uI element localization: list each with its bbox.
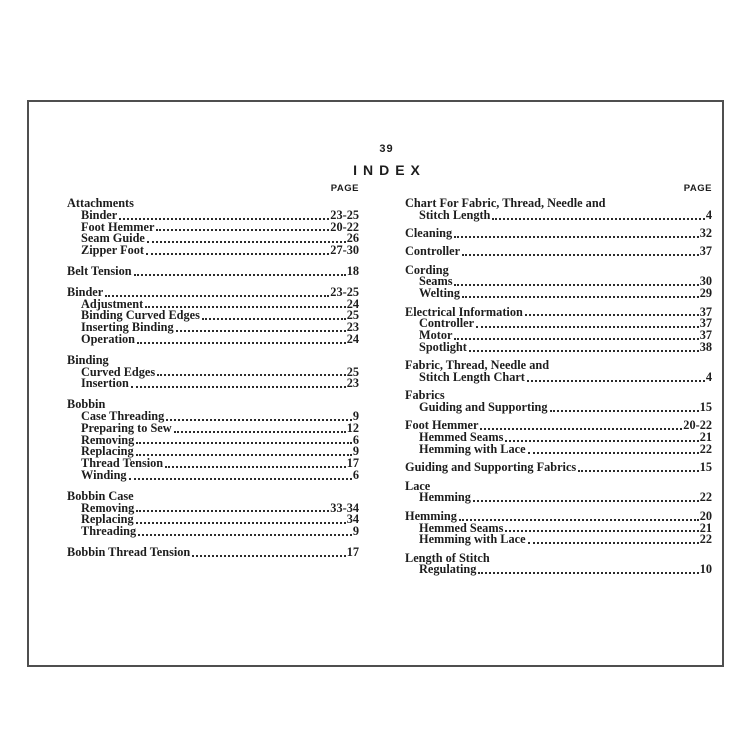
entry-page: 6 [352,467,359,482]
index-block [405,304,712,354]
index-block [67,399,359,482]
entry-page: 4 [705,207,712,222]
index-entry [67,544,359,559]
index-column-left [67,183,359,576]
dot-leader [138,534,352,536]
index-entry [405,288,712,300]
dot-leader [550,410,699,412]
dot-leader [476,326,699,328]
entry-page: 10 [699,562,712,577]
dot-leader [174,431,346,433]
entry-label: Fabrics [405,388,445,403]
dot-leader [505,530,698,532]
page-column-header-right: PAGE [683,183,712,194]
entry-label: Removing [81,500,135,515]
index-block [405,228,712,240]
page-column-header-left: PAGE [330,183,359,194]
entry-label: Motor [419,328,453,343]
index-entry [405,372,712,384]
entry-page: 20 [699,508,712,523]
entry-label: Electrical Information [405,304,523,319]
entry-page: 27-30 [330,243,359,258]
entry-label: Zipper Foot [81,243,144,258]
entry-page: 9 [352,408,359,423]
entry-page: 32 [699,226,712,241]
entry-page: 24 [346,331,359,346]
dot-leader [528,452,699,454]
entry-label: Seams [419,274,453,289]
index-column-right [405,183,712,576]
entry-page: 9 [352,444,359,459]
dot-leader [480,428,682,430]
dot-leader [136,510,329,512]
index-block [67,263,359,278]
index-block [67,198,359,257]
dot-leader [525,314,699,316]
dot-leader [473,500,699,502]
entry-label: Binding Curved Edges [81,308,200,323]
index-entries-right [405,198,712,576]
index-columns [29,183,722,576]
index-block [405,262,712,301]
index-block [67,488,359,539]
entry-page: 37 [699,304,712,319]
dot-leader [527,380,705,382]
entry-label: Adjustment [81,296,144,311]
entry-page: 20-22 [330,219,359,234]
index-block [405,246,712,258]
entry-label: Seam Guide [81,231,145,246]
entry-label: Curved Edges [81,364,156,379]
dot-leader [157,374,346,376]
dot-leader [131,386,346,388]
dot-leader [134,274,346,276]
entry-label: Controller [419,316,475,331]
index-entry [405,462,712,474]
dot-leader [528,542,699,544]
index-entry [405,228,712,240]
entry-page: 23 [346,376,359,391]
dot-leader [146,253,329,255]
entry-label: Cleaning [405,226,453,241]
index-entry [405,207,712,222]
dot-leader [136,454,352,456]
dot-leader [492,218,704,220]
dot-leader [137,342,346,344]
dot-leader [147,241,346,243]
entry-label: Attachments [67,196,134,210]
index-entry [67,378,359,390]
index-block [405,550,712,577]
dot-leader [192,555,345,557]
entry-label: Threading [81,524,137,539]
entry-label: Bobbin Case [67,488,134,503]
entry-label: Thread Tension [81,456,164,471]
index-block [67,284,359,346]
dot-leader [578,470,699,472]
entry-label: Foot Hemmer [405,418,479,433]
entry-label: Case Threading [81,408,165,423]
entry-page: 17 [346,456,359,471]
index-entry [405,534,712,546]
index-entry [67,467,359,482]
entry-label: Operation [81,331,135,346]
dot-leader [469,350,699,352]
dot-leader [166,419,352,421]
entry-page: 23 [346,320,359,335]
entry-page: 15 [699,460,712,475]
index-block [405,198,712,222]
entry-label: Hemming [405,508,457,523]
dot-leader [136,522,346,524]
index-block [67,544,359,559]
index-block [405,462,712,474]
entry-page: 23-25 [330,207,359,222]
index-entry [67,263,359,278]
entry-page: 29 [699,286,712,301]
entry-page: 25 [346,308,359,323]
entry-label: Inserting Binding [81,320,174,335]
entry-label: Stitch Length Chart [419,370,525,385]
page-number: 39 [379,143,394,155]
entry-page: 26 [346,231,359,246]
entry-page: 22 [699,532,712,547]
dot-leader [176,330,346,332]
index-block [405,390,712,414]
index-entries-left [67,198,359,559]
index-block [405,508,712,547]
entry-page: 34 [346,512,359,527]
entry-page: 37 [699,316,712,331]
index-entry [405,246,712,258]
entry-label: Hemmed Seams [419,430,504,445]
index-entry [405,444,712,456]
index-entry [405,564,712,576]
index-title: INDEX [353,162,426,178]
entry-page: 30 [699,274,712,289]
entry-page: 21 [699,430,712,445]
dot-leader [462,254,699,256]
entry-label: Belt Tension [67,263,132,278]
dot-leader [202,318,346,320]
index-block [405,360,712,384]
entry-label: Binder [67,284,104,299]
index-entry [67,245,359,257]
entry-page: 33-34 [330,500,359,515]
entry-label: Hemming with Lace [419,532,526,547]
entry-page: 9 [352,524,359,539]
entry-page: 18 [346,263,359,278]
entry-page: 37 [699,328,712,343]
page-border [27,100,724,667]
entry-page: 17 [346,544,359,559]
entry-label: Regulating [419,562,477,577]
entry-page: 24 [346,296,359,311]
index-block [405,420,712,455]
entry-label: Fabric, Thread, Needle and [405,358,550,373]
entry-page: 15 [699,400,712,415]
entry-label: Cording [405,262,449,277]
dot-leader [129,478,352,480]
dot-leader [478,572,698,574]
entry-label: Chart For Fabric, Thread, Needle and [405,196,606,210]
entry-label: Hemming with Lace [419,442,526,457]
entry-label: Replacing [81,444,134,459]
entry-page: 22 [699,490,712,505]
entry-label: Bobbin Thread Tension [67,544,191,559]
entry-label: Bobbin [67,397,106,412]
entry-label: Guiding and Supporting [419,400,548,415]
entry-label: Guiding and Supporting Fabrics [405,460,577,475]
entry-page: 38 [699,339,712,354]
entry-label: Controller [405,244,461,259]
entry-label: Lace [405,478,431,493]
entry-label: Foot Hemmer [81,219,155,234]
entry-label: Stitch Length [419,207,491,222]
entry-page: 25 [346,364,359,379]
entry-page: 20-22 [683,418,712,433]
entry-label: Length of Stitch [405,550,490,565]
index-entry [405,492,712,504]
entry-label: Removing [81,432,135,447]
entry-label: Winding [81,467,127,482]
index-block [67,352,359,391]
dot-leader [454,236,699,238]
dot-leader [454,284,698,286]
entry-page: 4 [705,370,712,385]
dot-leader [505,440,698,442]
index-entry [405,402,712,414]
index-entry [67,331,359,346]
entry-label: Replacing [81,512,134,527]
entry-page: 12 [346,420,359,435]
entry-page: 21 [699,520,712,535]
dot-leader [462,296,699,298]
entry-page: 22 [699,442,712,457]
entry-page: 6 [352,432,359,447]
dot-leader [454,338,698,340]
dot-leader [156,229,329,231]
dot-leader [136,442,352,444]
index-entry [67,526,359,538]
entry-page: 37 [699,244,712,259]
entry-label: Preparing to Sew [81,420,172,435]
entry-label: Welting [419,286,460,301]
entry-label: Binder [81,207,118,222]
entry-label: Hemmed Seams [419,520,504,535]
dot-leader [165,466,346,468]
entry-label: Binding [67,352,109,367]
entry-label: Insertion [81,376,129,391]
index-block [405,478,712,505]
entry-label: Spotlight [419,339,467,354]
entry-label: Hemming [419,490,471,505]
entry-page: 23-25 [330,284,359,299]
index-entry [405,339,712,354]
